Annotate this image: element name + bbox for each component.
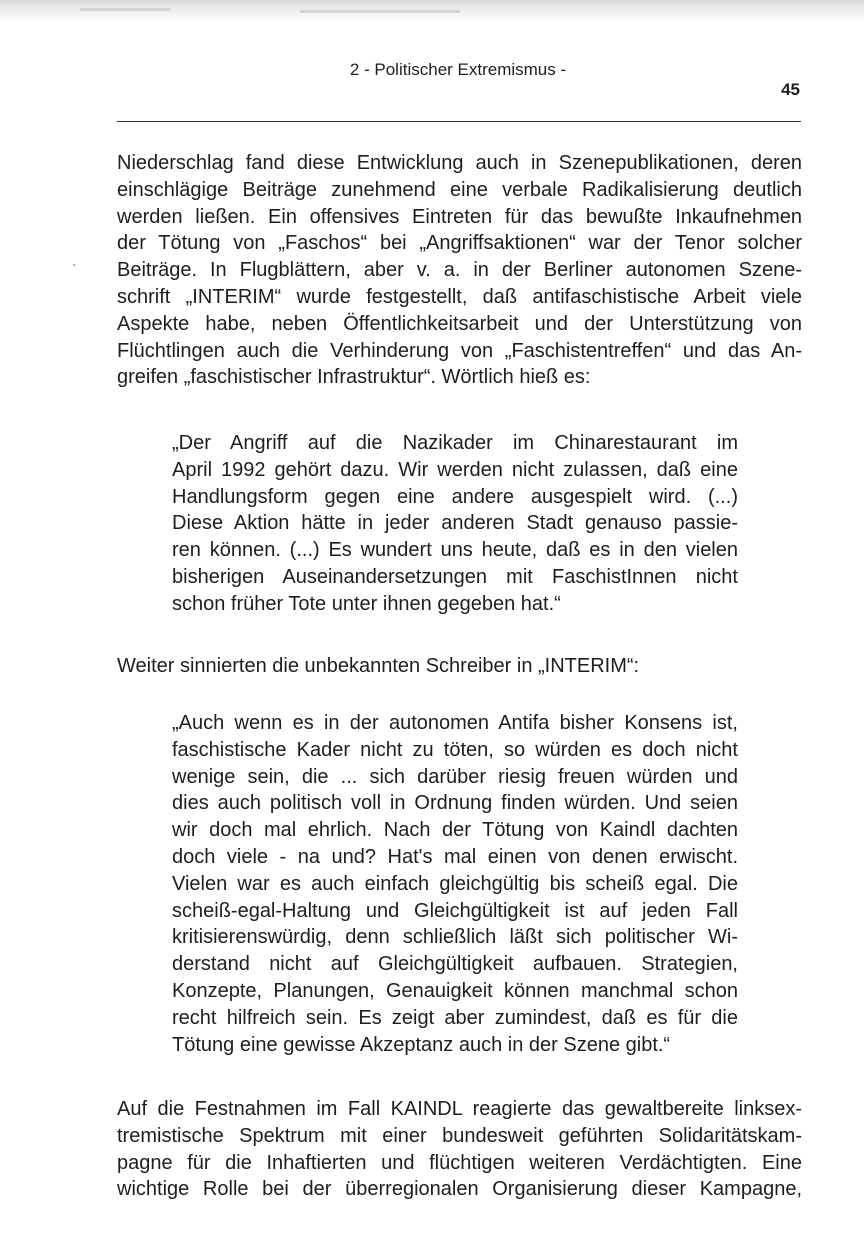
text-line: greifen „faschistischer Infrastruktur“. Wörtlich hieß es: xyxy=(117,366,591,389)
block-quote-2 xyxy=(172,710,738,1058)
text-line: Niederschlag fand diese Entwicklung auch in Szenepublikationen, deren xyxy=(117,152,802,174)
text-line: Flüchtlingen auch die Verhinderung von „Faschistentreffen“ und das An- xyxy=(117,339,802,362)
quote-line: Diese Aktion hätte in jeder anderen Stadt genauso passie- xyxy=(172,512,738,535)
block-quote-1 xyxy=(172,430,738,618)
text-line: wichtige Rolle bei der überregionalen Organisierung dieser Kampagne, xyxy=(117,1178,802,1201)
quote-line: dies auch politisch voll in Ordnung finden würden. Und seien xyxy=(172,792,738,815)
paragraph-3 xyxy=(117,1096,802,1203)
quote-line: Tötung eine gewisse Akzeptanz auch in der Szene gibt.“ xyxy=(172,1033,671,1056)
text-line: schrift „INTERIM“ wurde festgestellt, daß antifaschistische Arbeit viele xyxy=(117,285,802,308)
header-rule xyxy=(117,121,801,122)
paragraph-1 xyxy=(117,150,802,391)
quote-line: Handlungsform gegen eine andere ausgespielt wird. (...) xyxy=(172,485,738,508)
text-line: Auf die Festnahmen im Fall KAINDL reagierte das gewaltbereite linksex- xyxy=(117,1098,802,1120)
quote-line: wenige sein, die ... sich darüber riesig freuen würden und xyxy=(172,765,738,788)
quote-line: Konzepte, Planungen, Genauigkeit können manchmal schon xyxy=(172,979,738,1002)
quote-line: ren können. (...) Es wundert uns heute, daß es in den vielen xyxy=(172,539,738,562)
scan-streak xyxy=(300,10,460,13)
quote-line: doch viele - na und? Hat's mal einen von denen erwischt. xyxy=(172,845,738,868)
quote-line: Vielen war es auch einfach gleichgültig bis scheiß egal. Die xyxy=(172,872,738,895)
text-line: einschlägige Beiträge zunehmend eine verbale Radikalisierung deutlich xyxy=(117,178,802,201)
running-title: 2 - Politischer Extremismus - xyxy=(349,60,567,79)
scan-streak xyxy=(80,8,170,11)
quote-line: April 1992 gehört dazu. Wir werden nicht zulassen, daß eine xyxy=(172,458,738,481)
margin-mark xyxy=(73,264,75,266)
quote-line: wir doch mal ehrlich. Nach der Tötung von Kaindl dachten xyxy=(172,819,738,842)
text-line: Beiträge. In Flugblättern, aber v. a. in der Berliner autonomen Szene- xyxy=(117,259,802,282)
page-number: 45 xyxy=(781,80,800,99)
quote-line: kritisierenswürdig, denn schließlich läßt sich politischer Wi- xyxy=(172,926,738,949)
quote-line: faschistische Kader nicht zu töten, so würden es doch nicht xyxy=(172,738,738,761)
quote-line: recht hilfreich sein. Es zeigt aber zumindest, daß es für die xyxy=(172,1006,738,1029)
running-head xyxy=(0,60,864,80)
quote-line: „Auch wenn es in der autonomen Antifa bisher Konsens ist, xyxy=(172,712,738,734)
text-line: tremistische Spektrum mit einer bundesweit geführten Solidaritätskam- xyxy=(117,1124,802,1147)
quote-line: „Der Angriff auf die Nazikader im Chinarestaurant im xyxy=(172,432,738,454)
text-line: pagne für die Inhaftierten und flüchtigen weiteren Verdächtigten. Eine xyxy=(117,1151,802,1174)
quote-line: schon früher Tote unter ihnen gegeben hat.“ xyxy=(172,592,561,615)
quote-line: derstand nicht auf Gleichgültigkeit aufbauen. Strategien, xyxy=(172,953,738,976)
text-line: der Tötung von „Faschos“ bei „Angriffsaktionen“ war der Tenor solcher xyxy=(117,232,802,255)
paragraph-2 xyxy=(117,653,802,680)
text-line: werden ließen. Ein offensives Eintreten für das bewußte Inkaufnehmen xyxy=(117,205,802,228)
text-line: Weiter sinnierten die unbekannten Schreiber in „INTERIM“: xyxy=(117,655,640,677)
quote-line: scheiß-egal-Haltung und Gleichgültigkeit ist auf jeden Fall xyxy=(172,899,738,922)
quote-line: bisherigen Auseinandersetzungen mit FaschistInnen nicht xyxy=(172,565,738,588)
text-line: Aspekte habe, neben Öffentlichkeitsarbeit und der Unterstützung von xyxy=(117,312,802,335)
